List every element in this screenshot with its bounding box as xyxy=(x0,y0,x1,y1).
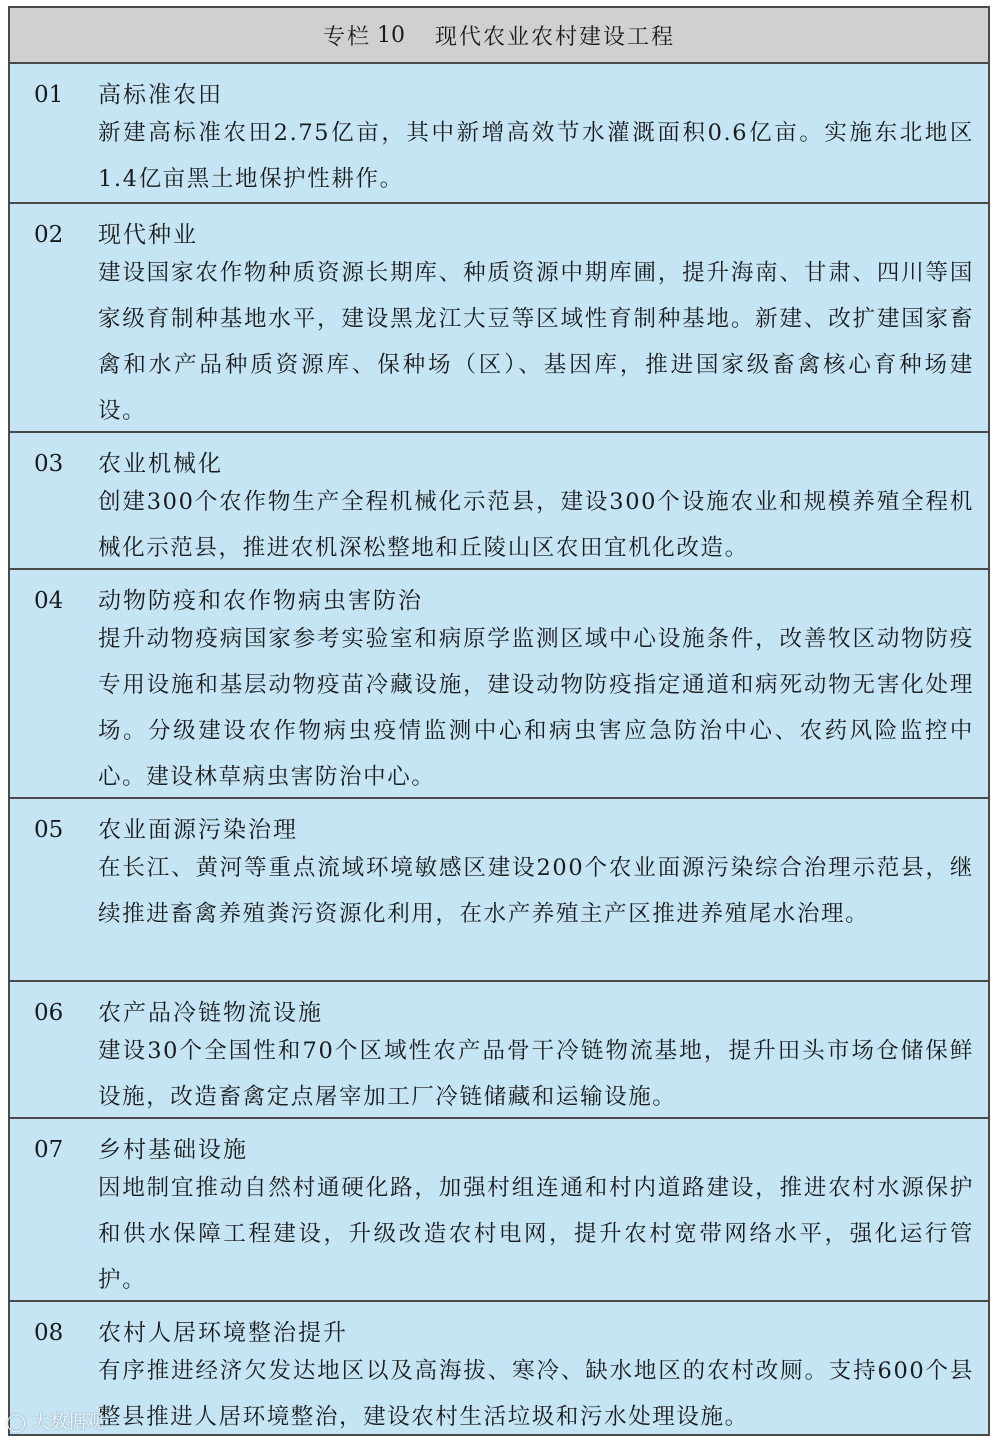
item-title: 农业机械化 xyxy=(98,451,223,477)
column-title: 现代农业农村建设工程 xyxy=(435,24,676,50)
column-header xyxy=(10,8,988,64)
watermark-icon: ◯ xyxy=(6,1412,27,1433)
column-label: 专栏 xyxy=(322,24,371,50)
item-body: 因地制宜推动自然村通硬化路，加强村组连通和村内道路建设，推进农村水源保护和供水保障工程建设，升级改造农村电网，提升农村宽带网络水平，强化运行管护。 xyxy=(98,1175,974,1293)
item-number: 04 xyxy=(34,588,64,614)
item-title: 动物防疫和农作物病虫害防治 xyxy=(98,588,423,614)
item-body: 提升动物疫病国家参考实验室和病原学监测区域中心设施条件，改善牧区动物防疫专用设施和基层动物疫苗冷藏设施，建设动物防疫指定通道和病死动物无害化处理场。分级建设农作物病虫疫情监测中心和病虫害应急防治中心、农药风险监控中心。建设林草病虫害防治中心。 xyxy=(98,626,974,790)
list-item xyxy=(10,433,988,570)
list-item xyxy=(10,204,988,433)
column-box xyxy=(8,6,990,1436)
list-item xyxy=(10,1119,988,1302)
item-number: 02 xyxy=(34,222,64,248)
item-number: 08 xyxy=(34,1320,64,1346)
item-title: 乡村基础设施 xyxy=(98,1137,248,1163)
list-item xyxy=(10,982,988,1119)
item-title: 高标准农田 xyxy=(98,82,223,108)
item-title: 现代种业 xyxy=(98,222,198,248)
list-item xyxy=(10,64,988,204)
item-title: 农业面源污染治理 xyxy=(98,817,298,843)
item-number: 05 xyxy=(34,817,64,843)
item-number: 06 xyxy=(34,1000,64,1026)
item-body: 在长江、黄河等重点流域环境敏感区建设200个农业面源污染综合治理示范县，继续推进畜禽养殖粪污资源化利用，在水产养殖主产区推进养殖尾水治理。 xyxy=(98,855,974,927)
watermark-text: 大数据观 xyxy=(31,1412,104,1433)
item-title: 农产品冷链物流设施 xyxy=(98,1000,323,1026)
item-number: 07 xyxy=(34,1137,64,1163)
item-number: 03 xyxy=(34,451,64,477)
item-list xyxy=(10,64,988,1446)
item-number: 01 xyxy=(34,82,64,108)
item-body: 建设30个全国性和70个区域性农产品骨干冷链物流基地，提升田头市场仓储保鲜设施，改造畜禽定点屠宰加工厂冷链储藏和运输设施。 xyxy=(98,1038,974,1110)
item-body: 创建300个农作物生产全程机械化示范县，建设300个设施农业和规模养殖全程机械化示范县，推进农机深松整地和丘陵山区农田宜机化改造。 xyxy=(98,489,974,561)
item-body: 有序推进经济欠发达地区以及高海拔、寒冷、缺水地区的农村改厕。支持600个县整县推进人居环境整治，建设农村生活垃圾和污水处理设施。 xyxy=(98,1358,974,1430)
list-item xyxy=(10,799,988,982)
item-title: 农村人居环境整治提升 xyxy=(98,1320,348,1346)
list-item xyxy=(10,1302,988,1446)
column-number: 10 xyxy=(377,22,405,48)
list-item xyxy=(10,570,988,799)
item-body: 新建高标准农田2.75亿亩，其中新增高效节水灌溉面积0.6亿亩。实施东北地区1.4亿亩黑土地保护性耕作。 xyxy=(98,120,974,192)
item-body: 建设国家农作物种质资源长期库、种质资源中期库圃，提升海南、甘肃、四川等国家级育制种基地水平，建设黑龙江大豆等区域性育制种基地。新建、改扩建国家畜禽和水产品种质资源库、保种场（区）、基因库，推进国家级畜禽核心育种场建设。 xyxy=(98,260,974,424)
